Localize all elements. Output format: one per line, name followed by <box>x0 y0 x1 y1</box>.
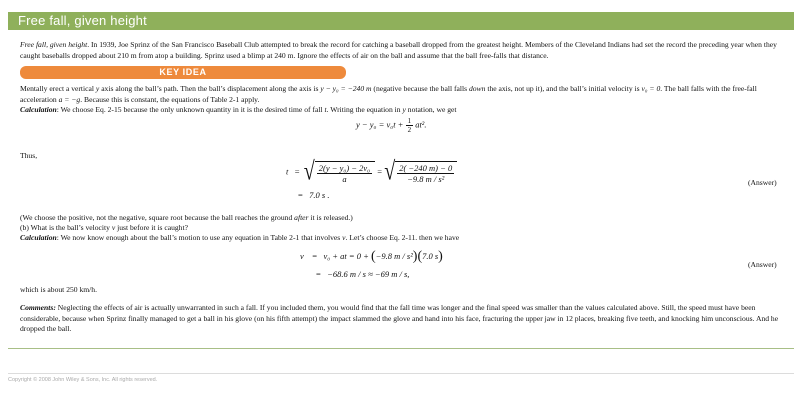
sqrt-symbol: √ <box>303 157 315 187</box>
text: axis along the ball’s path. Then the ball’s displacement along the axis is <box>101 84 319 93</box>
math: y − y₀ = −240 m <box>320 84 372 93</box>
math: v₀ = 0 <box>641 84 661 93</box>
eq-sign: = <box>294 166 300 177</box>
eq-result: 7.0 s . <box>309 190 330 200</box>
calculation-label: Calculation <box>20 105 57 114</box>
about-text: which is about 250 km/h. <box>20 285 97 294</box>
frac-num: 2(y − y₀) − 2v₀ <box>318 163 371 173</box>
copyright-footer: Copyright © 2008 John Wiley & Sons, Inc. All rights reserved. <box>8 377 158 383</box>
eq-rhs: at². <box>415 119 427 130</box>
eq-accel: −9.8 m / s² <box>375 250 413 261</box>
equation-3: v = v₀ + at = 0 + (−9.8 m / s²)(7.0 s) <box>300 249 443 264</box>
text: . Because this is constant, the equations of Table 2-1 apply. <box>80 94 260 104</box>
footer-divider <box>8 373 794 374</box>
page-title: Free fall, given height <box>8 12 794 30</box>
frac-num: 2( −240 m) − 0 <box>399 163 453 173</box>
eq-rhs: v₀ + at = 0 + <box>323 250 369 261</box>
fraction <box>317 163 372 184</box>
comments-body: Neglecting the effects of air is actually unwarranted in such a fall. If you included them, you would find that the fall time was longer and the final speed was smaller than the values calculated above. Still, the speed must have been considerable, because when Sprinz finally managed to get a ball in his glove (on his fifth attempt) the impact slammed the glove and hand into his face, fracturing the upper jaw in 12 places, breaking five teeth, and knocking him unconscious. And he dropped the ball. <box>20 303 779 333</box>
eq-var: v <box>300 250 304 261</box>
text: notation, we get <box>407 105 457 114</box>
comments-paragraph <box>20 303 790 335</box>
text: : We choose Eq. 2-15 because the only unknown quantity in it is the desired time of fall <box>56 105 323 114</box>
var: v <box>342 233 346 242</box>
var: y <box>402 105 406 114</box>
key-idea-paragraph <box>20 84 790 105</box>
answer-label-2: (Answer) <box>748 260 777 269</box>
math: a = −g <box>58 94 81 104</box>
part-b-question <box>20 223 790 234</box>
text: it is released.) <box>310 213 353 222</box>
eq-sign: = <box>377 166 383 177</box>
frac-den: a <box>342 174 347 184</box>
calculation-label: Calculation <box>20 233 57 242</box>
equation-2 <box>286 157 457 187</box>
equation-1 <box>356 117 426 134</box>
text: . The ball falls with the free-fall acceleration <box>20 84 757 104</box>
emph: after <box>294 213 309 222</box>
choose-paragraph <box>20 213 790 224</box>
comments-label: Comments: <box>20 303 56 312</box>
fraction-half <box>406 117 414 134</box>
frac-den: −9.8 m / s² <box>407 174 445 184</box>
frac-num: 1 <box>407 117 412 125</box>
fraction <box>397 163 454 184</box>
eq-var: t <box>286 166 289 177</box>
equation-2-result <box>298 190 329 200</box>
text: just before it is caught? <box>117 223 188 232</box>
equation-3-result <box>316 269 409 279</box>
calculation-1 <box>20 105 790 116</box>
text: (negative because the ball falls <box>373 84 468 93</box>
sqrt-radicand <box>395 161 457 184</box>
text: (We choose the positive, not the negative, square root because the ball reaches the ground <box>20 213 293 222</box>
eq-time: 7.0 s <box>422 250 439 261</box>
sqrt-symbol: √ <box>384 157 396 187</box>
eq-lhs: y − y₀ = v₀t + <box>356 119 404 130</box>
var: t <box>324 105 327 114</box>
eq-sign: = <box>316 269 321 279</box>
var: y <box>95 84 100 93</box>
text: the axis, not up it), and the ball’s initial velocity is <box>487 84 640 93</box>
frac-den: 2 <box>407 126 412 134</box>
text: . Let’s choose Eq. 2-11. then we have <box>345 233 460 242</box>
answer-label-1: (Answer) <box>748 178 777 187</box>
eq-sign: = <box>298 190 303 200</box>
intro-paragraph <box>20 40 790 61</box>
intro-lead: Free fall, given height <box>20 40 88 49</box>
emph: down <box>468 84 486 93</box>
text: Mentally erect a vertical <box>20 84 94 93</box>
sqrt-radicand <box>315 161 375 184</box>
calculation-2 <box>20 233 790 244</box>
divider <box>8 348 794 349</box>
text: . Writing the equation in <box>326 105 401 114</box>
intro-body: . In 1939, Joe Sprinz of the San Francisco Baseball Club attempted to break the record for catching a baseball dropped from the greatest height. Members of the Cleveland Indians had set the record the preceding year when they caught baseballs dropped about 210 m from atop a building. Sprinz used a blimp at 240 m. Ignore the effects of air on the ball and assume that the ball free-falls that distance. <box>20 40 777 60</box>
var: v <box>111 223 116 232</box>
text: : We now know enough about the ball’s motion to use any equation in Table 2-1 that involves <box>56 233 341 242</box>
text: (b) What is the ball’s velocity <box>20 223 110 232</box>
eq-sign: = <box>312 250 318 261</box>
thus-text: Thus, <box>20 151 38 160</box>
eq-result: −68.6 m / s ≈ −69 m / s, <box>327 269 410 279</box>
key-idea-banner: KEY IDEA <box>20 66 346 79</box>
